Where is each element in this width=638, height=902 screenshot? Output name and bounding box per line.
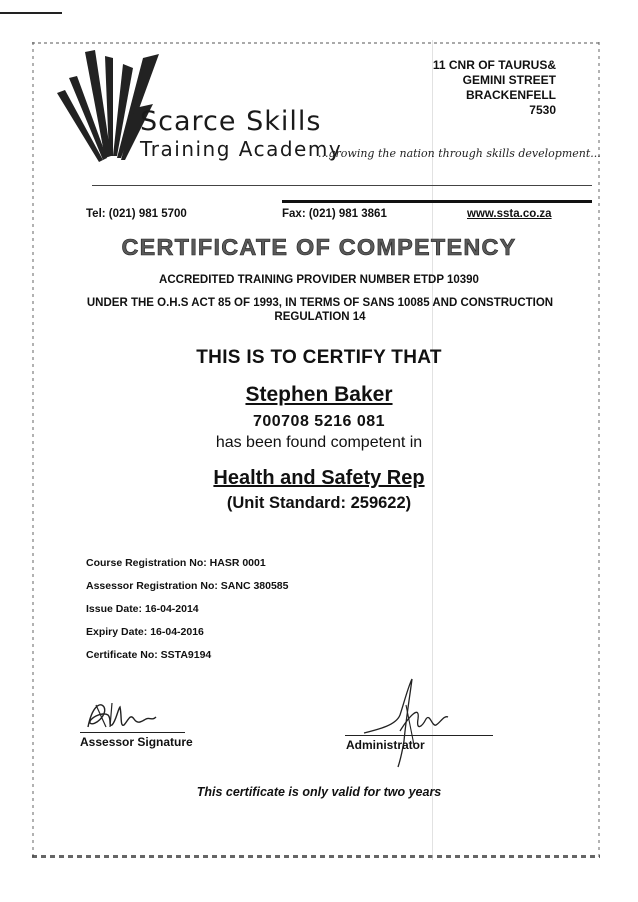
administrator-signature-mark — [360, 675, 460, 770]
assessor-signature-mark — [82, 697, 162, 733]
brand-name: Scarce Skills — [140, 106, 322, 137]
brand-tagline: ...growing the nation through skills development... — [318, 147, 601, 160]
top-edge-line — [0, 12, 62, 14]
id-number: 700708 5216 081 — [252, 413, 386, 430]
certificate-number: Certificate No: SSTA9194 — [86, 649, 212, 661]
address-block — [433, 58, 556, 118]
course-registration: Course Registration No: HASR 0001 — [86, 557, 266, 569]
assessor-registration: Assessor Registration No: SANC 380585 — [86, 580, 289, 592]
header-divider — [92, 185, 592, 186]
accreditation-line: ACCREDITED TRAINING PROVIDER NUMBER ETDP 10390 — [159, 274, 479, 286]
assessor-signature-line — [80, 732, 185, 733]
validity-note: This certificate is only valid for two years — [196, 785, 442, 799]
unit-standard: (Unit Standard: 259622) — [226, 494, 412, 512]
address-line: BRACKENFELL — [466, 88, 556, 102]
competence-statement: has been found competent in — [215, 434, 423, 451]
address-line: 7530 — [529, 103, 556, 117]
page-border-bottom — [32, 855, 600, 858]
administrator-signature-line — [345, 735, 493, 736]
telephone: Tel: (021) 981 5700 — [86, 208, 187, 220]
website-link[interactable]: www.ssta.co.za — [467, 208, 552, 220]
fax: Fax: (021) 981 3861 — [282, 208, 387, 220]
header-divider-thick — [282, 200, 592, 203]
ohs-line: REGULATION 14 — [274, 311, 366, 323]
certify-heading: THIS IS TO CERTIFY THAT — [196, 347, 442, 368]
administrator-signature-label: Administrator — [346, 738, 425, 752]
issue-date: Issue Date: 16-04-2014 — [86, 603, 199, 615]
page-border-top — [32, 42, 600, 44]
certificate-title: CERTIFICATE OF COMPETENCY — [121, 234, 517, 260]
ohs-line: UNDER THE O.H.S ACT 85 OF 1993, IN TERMS OF SANS 10085 AND CONSTRUCTION — [86, 297, 554, 309]
recipient-name: Stephen Baker — [245, 383, 393, 406]
address-line: 11 CNR OF TAURUS& — [432, 58, 556, 72]
assessor-signature-label: Assessor Signature — [80, 735, 193, 749]
brand-subname: Training Academy — [140, 137, 343, 161]
ohs-statement — [60, 296, 580, 324]
address-line: GEMINI STREET — [462, 73, 556, 87]
course-name: Health and Safety Rep — [213, 467, 425, 489]
expiry-date: Expiry Date: 16-04-2016 — [86, 626, 204, 638]
